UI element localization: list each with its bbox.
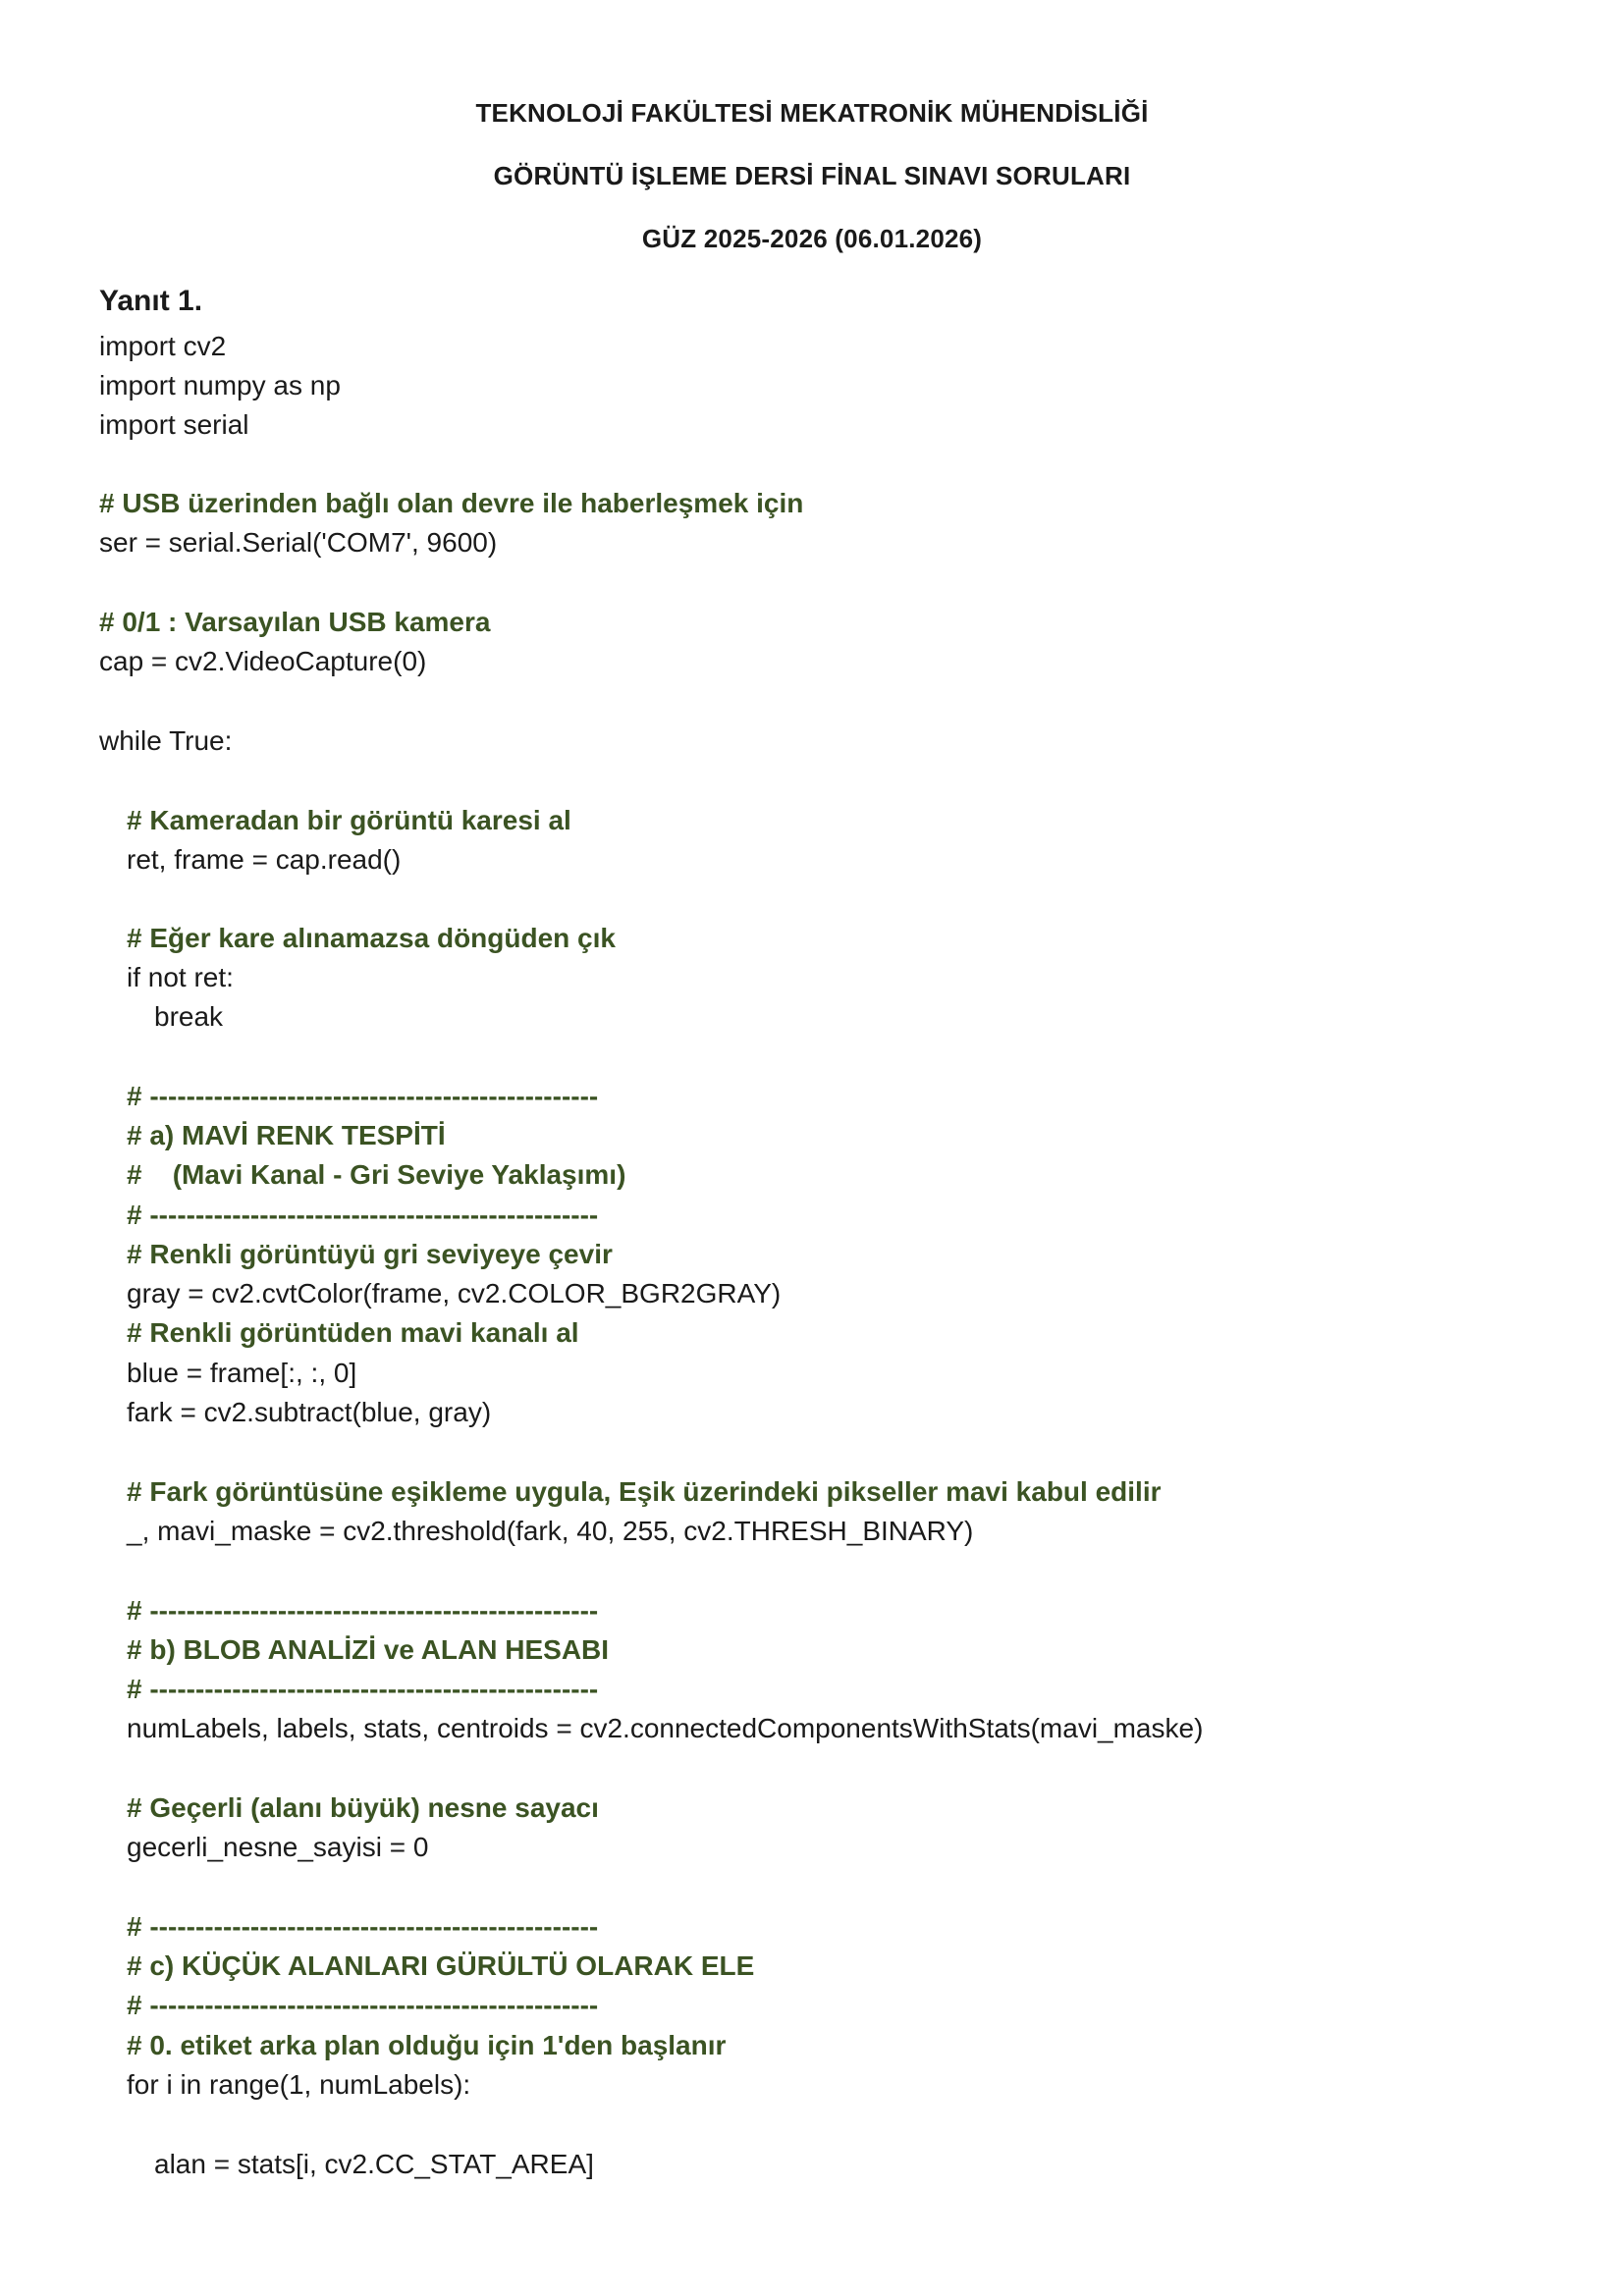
code-comment: # ------------------------------------------------- bbox=[127, 1990, 599, 2020]
code-line: numLabels, labels, stats, centroids = cv2.connectedComponentsWithStats(mavi_maske) bbox=[127, 1713, 1204, 1743]
code-line: import cv2 bbox=[99, 331, 227, 361]
code-line: alan = stats[i, cv2.CC_STAT_AREA] bbox=[154, 2149, 594, 2179]
exam-date: GÜZ 2025-2026 (06.01.2026) bbox=[641, 224, 983, 253]
answer-title: Yanıt 1. bbox=[99, 285, 203, 317]
code-line: import numpy as np bbox=[99, 370, 341, 400]
code-comment: # c) KÜÇÜK ALANLARI GÜRÜLTÜ OLARAK ELE bbox=[127, 1950, 755, 1981]
code-comment: # USB üzerinden bağlı olan devre ile haberleşmek için bbox=[99, 488, 804, 518]
code-line: gecerli_nesne_sayisi = 0 bbox=[127, 1832, 429, 1862]
code-line: cap = cv2.VideoCapture(0) bbox=[99, 646, 427, 676]
code-line: while True: bbox=[99, 725, 233, 756]
code-comment: # ------------------------------------------------- bbox=[127, 1911, 599, 1942]
code-comment: # Geçerli (alanı büyük) nesne sayacı bbox=[127, 1792, 599, 1823]
document-title: TEKNOLOJİ FAKÜLTESİ MEKATRONİK MÜHENDİSLİĞİ bbox=[475, 98, 1149, 128]
code-line: if not ret: bbox=[127, 962, 234, 992]
code-comment: # b) BLOB ANALİZİ ve ALAN HESABI bbox=[127, 1634, 610, 1665]
code-comment: # ------------------------------------------------- bbox=[127, 1674, 599, 1704]
code-comment: # a) MAVİ RENK TESPİTİ bbox=[127, 1120, 446, 1150]
code-line: import serial bbox=[99, 409, 249, 440]
code-line: ret, frame = cap.read() bbox=[127, 844, 402, 875]
code-line: fark = cv2.subtract(blue, gray) bbox=[127, 1397, 492, 1427]
code-comment: # ------------------------------------------------- bbox=[127, 1081, 599, 1111]
code-comment: # Renkli görüntüyü gri seviyeye çevir bbox=[127, 1239, 613, 1269]
code-comment: # 0/1 : Varsayılan USB kamera bbox=[99, 607, 491, 637]
code-line: ser = serial.Serial('COM7', 9600) bbox=[99, 527, 498, 558]
code-comment: # 0. etiket arka plan olduğu için 1'den başlanır bbox=[127, 2030, 727, 2060]
code-comment: # ------------------------------------------------- bbox=[127, 1595, 599, 1626]
code-line: gray = cv2.cvtColor(frame, cv2.COLOR_BGR2GRAY) bbox=[127, 1278, 782, 1308]
code-comment: # Kameradan bir görüntü karesi al bbox=[127, 805, 571, 835]
code-comment: # Fark görüntüsüne eşikleme uygula, Eşik üzerindeki pikseller mavi kabul edilir bbox=[127, 1476, 1162, 1507]
document-subtitle: GÖRÜNTÜ İŞLEME DERSİ FİNAL SINAVI SORULARI bbox=[493, 161, 1131, 190]
code-line: for i in range(1, numLabels): bbox=[127, 2069, 471, 2100]
code-comment: # (Mavi Kanal - Gri Seviye Yaklaşımı) bbox=[127, 1159, 626, 1190]
code-comment: # ------------------------------------------------- bbox=[127, 1200, 599, 1230]
code-line: _, mavi_maske = cv2.threshold(fark, 40, 255, cv2.THRESH_BINARY) bbox=[127, 1516, 974, 1546]
code-line: blue = frame[:, :, 0] bbox=[127, 1358, 357, 1388]
code-comment: # Eğer kare alınamazsa döngüden çık bbox=[127, 923, 616, 953]
code-line: break bbox=[154, 1001, 224, 1032]
code-comment: # Renkli görüntüden mavi kanalı al bbox=[127, 1317, 579, 1348]
